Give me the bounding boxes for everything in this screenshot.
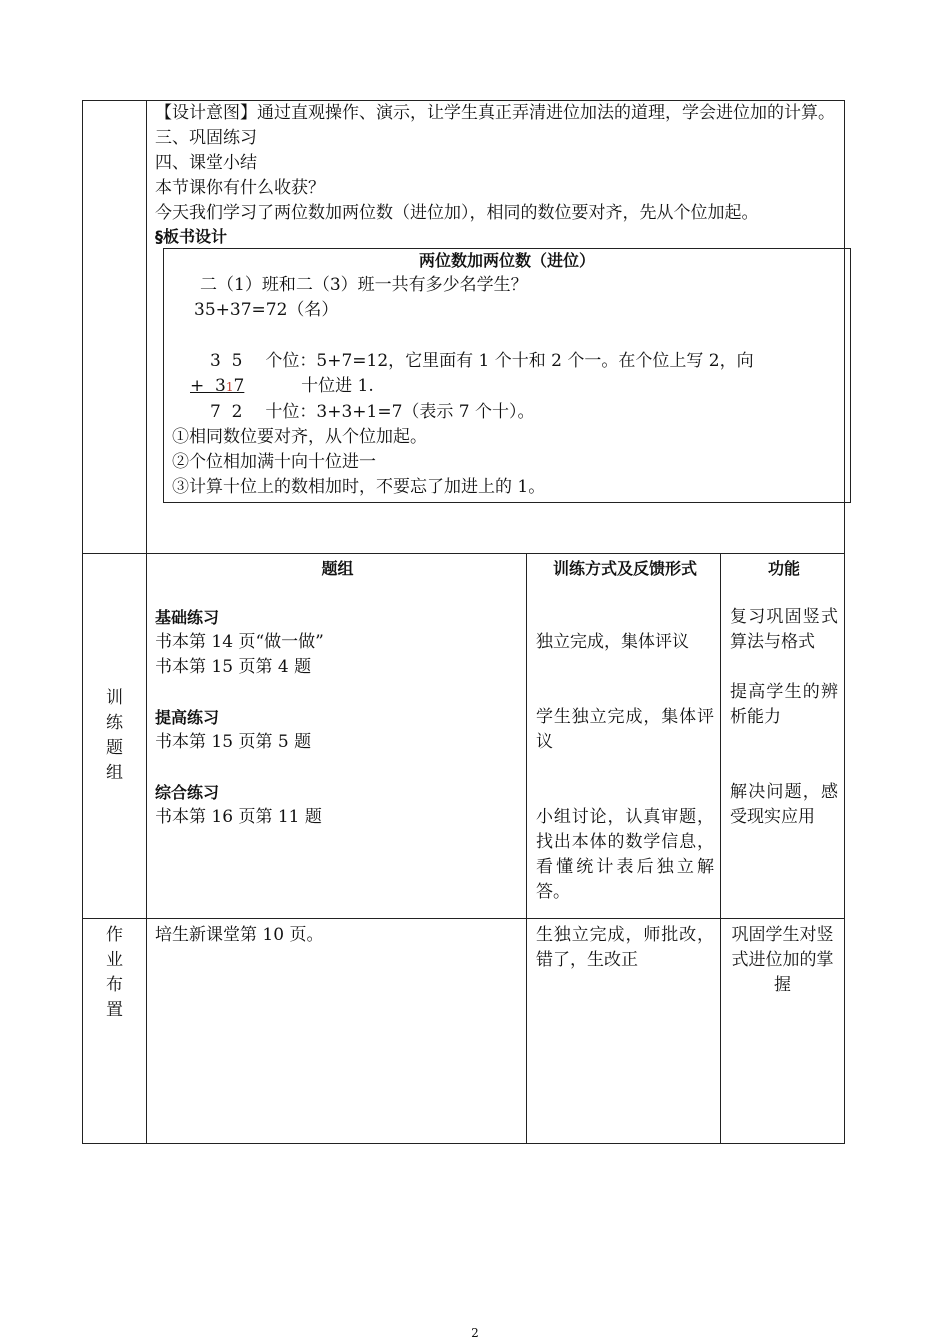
homework-function-cell (721, 919, 845, 1144)
tens-explanation: 十位：3+3+1=7（表示 7 个十）。 (265, 402, 535, 422)
comprehensive-function: 解决问题，感受现实应用 (730, 782, 839, 827)
tens-carry-note: 十位进 1. (301, 376, 374, 396)
lesson-conclusion: 今天我们学习了两位数加两位数（进位加），相同的数位要对齐，先从个位加起。 (155, 203, 759, 223)
comprehensive-method: 小组讨论，认真审题，找出本体的数学信息，看懂统计表后独立解答。 (536, 807, 714, 902)
function-header: 功能 (768, 559, 801, 578)
homework-method-cell (527, 919, 721, 1144)
training-side-label (83, 554, 147, 919)
board-design-box (163, 248, 851, 503)
teaching-process-cell (147, 101, 845, 554)
addend-tens: + 3 (190, 376, 226, 396)
vertical-calc-row-2 (164, 374, 850, 400)
homework-side-label (83, 919, 147, 1144)
side-char: 题 (106, 738, 123, 758)
board-equation: 35+37=72（名） (194, 300, 339, 320)
advanced-item: 书本第 15 页第 5 题 (155, 732, 312, 752)
advanced-method: 学生独立完成，集体评议 (536, 707, 714, 752)
method-header: 训练方式及反馈形式 (552, 559, 697, 578)
empty-label-cell (83, 101, 147, 554)
side-char: 布 (106, 975, 123, 995)
group-column (147, 554, 527, 919)
side-char: 组 (106, 763, 123, 783)
ones-explanation: 个位：5+7=12，它里面有 1 个十和 2 个一。在个位上写 2，向 (265, 351, 754, 371)
side-char: 作 (106, 925, 123, 945)
homework-content-cell (147, 919, 527, 1144)
board-title: 两位数加两位数（进位） (418, 251, 595, 270)
homework-content: 培生新课堂第 10 页。 (155, 925, 324, 945)
reflection-question: 本节课你有什么收获？ (155, 178, 325, 198)
page-number: 2 (471, 1326, 479, 1340)
rule-item: ①相同数位要对齐，从个位加起。 (172, 427, 427, 447)
function-column (721, 554, 845, 919)
vertical-calc-row-1 (164, 349, 850, 374)
side-char: 训 (106, 688, 123, 708)
comprehensive-item: 书本第 16 页第 11 题 (155, 807, 322, 827)
group-header: 题组 (321, 559, 354, 578)
basic-function: 复习巩固竖式算法与格式 (730, 607, 839, 652)
summary-heading: 四、课堂小结 (155, 153, 257, 173)
basic-title: 基础练习 (155, 608, 220, 627)
design-intent-text: 【设计意图】通过直观操作、演示，让学生真正弄清进位加法的道理，学会进位加的计算。 (155, 103, 835, 123)
rule-item: ②个位相加满十向十位进一 (172, 452, 376, 472)
homework-row (83, 919, 845, 1144)
side-char: 业 (106, 950, 123, 970)
basic-item: 书本第 14 页“做一做” (155, 632, 324, 652)
homework-method: 生独立完成，师批改，错了，生改正 (536, 925, 714, 970)
method-column (527, 554, 721, 919)
rule-item: ③计算十位上的数相加时，不要忘了加进上的 1。 (172, 477, 546, 497)
vertical-result: 7 2 (210, 402, 243, 422)
board-design-heading: §板书设计 (155, 227, 228, 246)
comprehensive-title: 综合练习 (155, 783, 220, 802)
advanced-function: 提高学生的辨析能力 (730, 682, 839, 727)
vertical-addend (190, 376, 244, 396)
board-problem: 二（1）班和二（3）班一共有多少名学生？ (200, 275, 528, 295)
vertical-calc-row-3 (164, 400, 850, 425)
side-char: 练 (106, 713, 123, 733)
training-row (83, 554, 845, 919)
consolidation-heading: 三、巩固练习 (155, 128, 257, 148)
side-char: 置 (106, 1000, 123, 1020)
teaching-process-row (83, 101, 845, 554)
vertical-top-number: 3 5 (210, 351, 243, 371)
basic-item: 书本第 15 页第 4 题 (155, 657, 312, 677)
addend-ones: 7 (233, 376, 245, 396)
carry-mark: 1 (225, 380, 234, 394)
homework-function: 巩固学生对竖式进位加的掌握 (731, 925, 834, 995)
lesson-plan-table (82, 100, 845, 1144)
advanced-title: 提高练习 (155, 708, 220, 727)
basic-method: 独立完成，集体评议 (536, 632, 689, 652)
